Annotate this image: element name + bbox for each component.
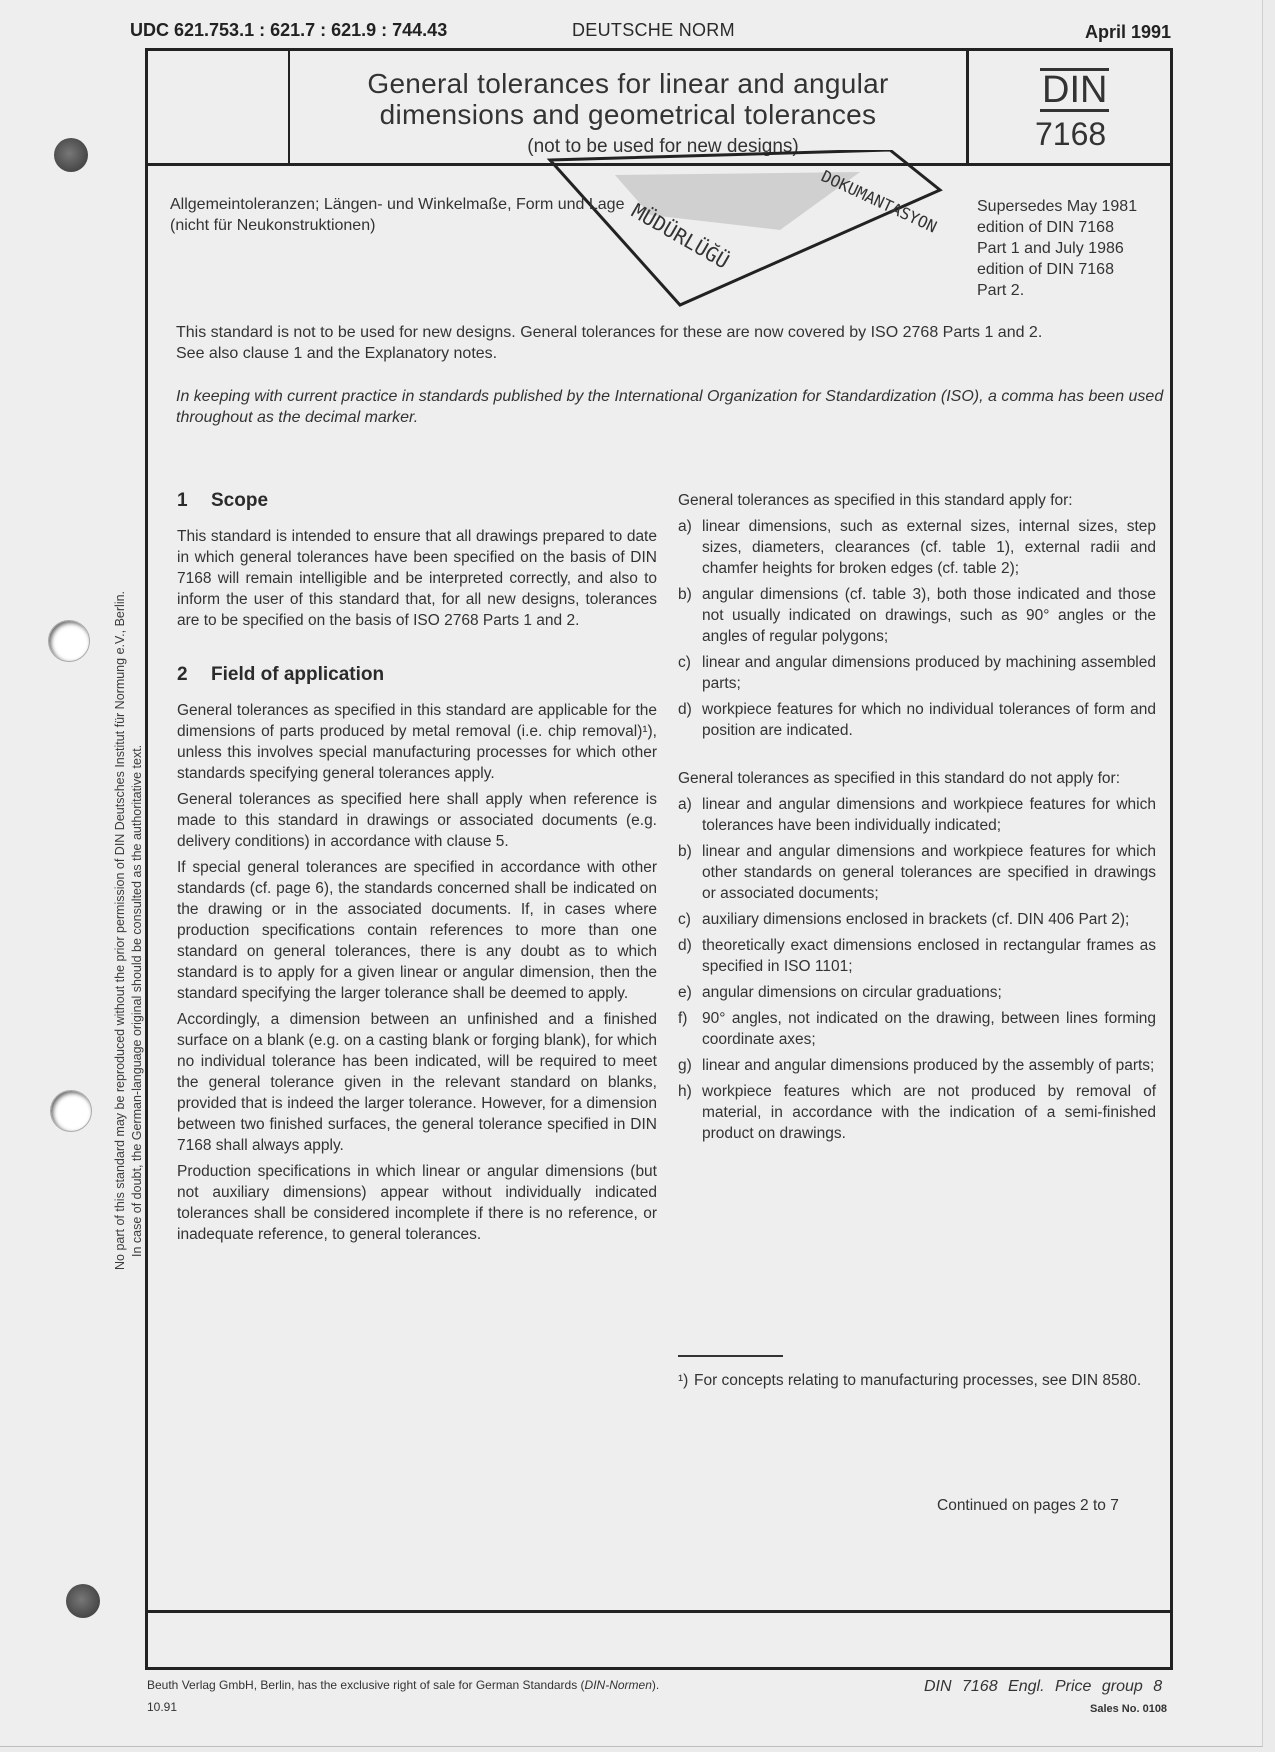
section-number: 2 (177, 664, 188, 685)
list-label: h) (678, 1083, 692, 1100)
german-title-line-1: Allgemeintoleranzen; Längen- und Winkelmaße, Form und Lage (170, 196, 625, 213)
copyright-side-note (112, 591, 146, 1270)
field-paragraph: Production specifications in which linear or angular dimensions (but not auxiliary dimensions) appear without individually indicated tolerances shall be considered incomplete if there is no reference, or inadequate reference, to general tolerances. (177, 1163, 657, 1243)
footer-language: Engl. (1008, 1678, 1045, 1695)
list-label: d) (678, 701, 692, 718)
publisher-text-end: ). (651, 1678, 660, 1692)
list-item (678, 584, 1156, 647)
section-heading-scope (177, 490, 657, 512)
section-heading-field-of-application (177, 664, 657, 686)
sales-number: Sales No. 0108 (1090, 1703, 1168, 1715)
german-title-line-2: (nicht für Neukonstruktionen) (170, 217, 376, 234)
list-item (678, 516, 1156, 579)
footnote-marker: ¹) (678, 1372, 689, 1389)
footnote-rule (678, 1355, 783, 1357)
footnote (678, 1370, 1156, 1391)
list-label: d) (678, 937, 692, 954)
binder-hole (48, 620, 90, 662)
list-item (678, 794, 1156, 836)
side-note-line-2: In case of doubt, the German-language original should be consulted as the authoritative text. (130, 744, 144, 1257)
section-title: Field of application (211, 664, 385, 685)
scope-paragraph: This standard is intended to ensure that all drawings prepared to date in which general tolerances have been specified on the basis of DIN 7168 will remain intelligible and be interpreted correctly, and also to inform the user of this standard that, for all new designs, tolerances are to be specified on the basis of ISO 2768 Parts 1 and 2. (177, 528, 657, 629)
notice-line-2: See also clause 1 and the Explanatory notes. (176, 345, 498, 362)
side-note-line-1: No part of this standard may be reproduced without the prior permission of DIN Deutsches Institut für Normung e.V., Berlin. (113, 590, 127, 1270)
document-title (292, 68, 964, 130)
german-title (170, 194, 624, 236)
list-text: linear dimensions, such as external sizes, internal sizes, step sizes, diameters, clearances (cf. table 1), external radii and chamfer heights for broken edges (cf. table 2); (702, 518, 1156, 577)
apply-for-intro: General tolerances as specified in this standard apply for: (678, 492, 1073, 509)
not-apply-for-intro: General tolerances as specified in this standard do not apply for: (678, 770, 1121, 787)
standard-body-label: DEUTSCHE NORM (572, 20, 735, 40)
supersedes-line: edition of DIN 7168 (977, 261, 1114, 278)
field-paragraph: General tolerances as specified here shall apply when reference is made to this standard in drawings or associated documents (e.g. delivery conditions) in accordance with clause 5. (177, 791, 657, 850)
title-line-2: dimensions and geometrical tolerances (379, 99, 877, 130)
field-paragraph: If special general tolerances are specified in accordance with other standards (cf. page 6), the standards concerned shall be indicated on the drawing or in the associated documents. If, in cases where production specifications contain references to more than one standard on general tolerances, there is any doubt as to which standard is to apply for a given linear or angular dimension, then the standard specifying the larger tolerance shall be deemed to apply. (177, 859, 657, 1002)
list-item (678, 652, 1156, 694)
list-label: b) (678, 586, 692, 603)
list-label: e) (678, 984, 692, 1001)
left-column (177, 490, 657, 1250)
stamp-text-top: DOKUMANTASYON (818, 166, 940, 237)
publisher-text-italic: DIN-Normen (584, 1678, 652, 1692)
section-number: 1 (177, 490, 188, 511)
title-box-divider (145, 163, 1173, 166)
field-paragraph: General tolerances as specified in this standard are applicable for the dimensions of parts produced by metal removal (i.e. chip removal)¹), unless this involves special manufacturing processes for which other standards specifying general tolerances apply. (177, 702, 657, 782)
footnote-text: For concepts relating to manufacturing processes, see DIN 8580. (694, 1372, 1142, 1389)
notice-line-1: This standard is not to be used for new designs. General tolerances for these are now covered by ISO 2768 Parts 1 and 2. (176, 324, 1043, 341)
footer-doc-ref: DIN 7168 (924, 1678, 998, 1695)
publisher-note (147, 1678, 659, 1692)
edition-code: 10.91 (147, 1700, 178, 1714)
list-item (678, 1081, 1156, 1144)
list-text: 90° angles, not indicated on the drawing, between lines forming coordinate axes; (702, 1010, 1156, 1048)
continuation-note: Continued on pages 2 to 7 (937, 1497, 1119, 1514)
footer-reference (924, 1678, 1162, 1696)
list-item (678, 982, 1156, 1003)
udc-classification: UDC 621.753.1 : 621.7 : 621.9 : 744.43 (130, 20, 448, 40)
list-item (678, 909, 1156, 930)
frame-bottom-rule (145, 1610, 1173, 1613)
title-box-right-divider (966, 48, 969, 165)
list-item (678, 1008, 1156, 1050)
supersedes-line: edition of DIN 7168 (977, 219, 1114, 236)
list-item (678, 1055, 1156, 1076)
din-logo: DIN (1042, 69, 1108, 111)
supersedes-note (977, 196, 1177, 301)
list-text: theoretically exact dimensions enclosed in rectangular frames as specified in ISO 1101; (702, 937, 1156, 975)
list-text: linear and angular dimensions produced by machining assembled parts; (702, 654, 1156, 692)
list-item (678, 841, 1156, 904)
list-text: linear and angular dimensions and workpiece features for which tolerances have been individually indicated; (702, 796, 1156, 834)
publisher-text: Beuth Verlag GmbH, Berlin, has the exclusive right of sale for German Standards ( (147, 1678, 585, 1692)
list-item (678, 935, 1156, 977)
list-text: linear and angular dimensions produced by the assembly of parts; (702, 1057, 1155, 1074)
list-text: angular dimensions on circular graduations; (702, 984, 1002, 1001)
right-column (678, 490, 1156, 1149)
list-label: a) (678, 518, 692, 535)
list-text: workpiece features for which no individual tolerances of form and position are indicated. (702, 701, 1156, 739)
withdrawal-notice (176, 322, 1166, 364)
stamp-text-bottom: MÜDÜRLÜĞÜ (627, 198, 734, 274)
binder-punch-mark (54, 138, 88, 172)
field-paragraph: Accordingly, a dimension between an unfinished and a finished surface on a blank (e.g. on a casting blank or forging blank), for which no individual tolerance has been indicated, will be required to meet the general tolerance given in the relevant standard on blanks, provided that is indeed the larger tolerance. However, for a dimension between two finished surfaces, the general tolerance specified in DIN 7168 shall always apply. (177, 1011, 657, 1154)
list-label: c) (678, 654, 691, 671)
list-label: b) (678, 843, 692, 860)
not-apply-for-list (678, 794, 1156, 1144)
document-subtitle: (not to be used for new designs) (527, 136, 799, 157)
list-text: workpiece features which are not produced by removal of material, in accordance with the indication of a semi-finished product on drawings. (702, 1083, 1156, 1142)
list-text: auxiliary dimensions enclosed in brackets (cf. DIN 406 Part 2); (702, 911, 1130, 928)
title-box-left-divider (288, 48, 290, 165)
binder-punch-mark (66, 1584, 100, 1618)
list-text: linear and angular dimensions and workpiece features for which other standards on general tolerances are specified in drawings or associated documents; (702, 843, 1156, 902)
supersedes-line: Supersedes May 1981 (977, 198, 1138, 215)
binder-hole (50, 1090, 92, 1132)
list-label: g) (678, 1057, 692, 1074)
decimal-marker-note: In keeping with current practice in standards published by the International Organization for Standardization (ISO), a comma has been used throughout as the decimal marker. (176, 388, 1164, 426)
list-label: a) (678, 796, 692, 813)
title-line-1: General tolerances for linear and angular (367, 68, 889, 99)
standard-number: 7168 (1035, 116, 1107, 152)
list-label: c) (678, 911, 691, 928)
footer-price-group: Price group 8 (1054, 1678, 1163, 1695)
supersedes-line: Part 2. (977, 282, 1025, 299)
apply-for-list (678, 516, 1156, 741)
supersedes-line: Part 1 and July 1986 (977, 240, 1124, 257)
list-item (678, 699, 1156, 741)
publication-date: April 1991 (1085, 22, 1172, 42)
list-text: angular dimensions (cf. table 3), both those indicated and those not usually indicated on drawings, such as 90° angles or the angles of regular polygons; (702, 586, 1156, 645)
list-label: f) (678, 1010, 688, 1027)
section-title: Scope (211, 490, 269, 511)
